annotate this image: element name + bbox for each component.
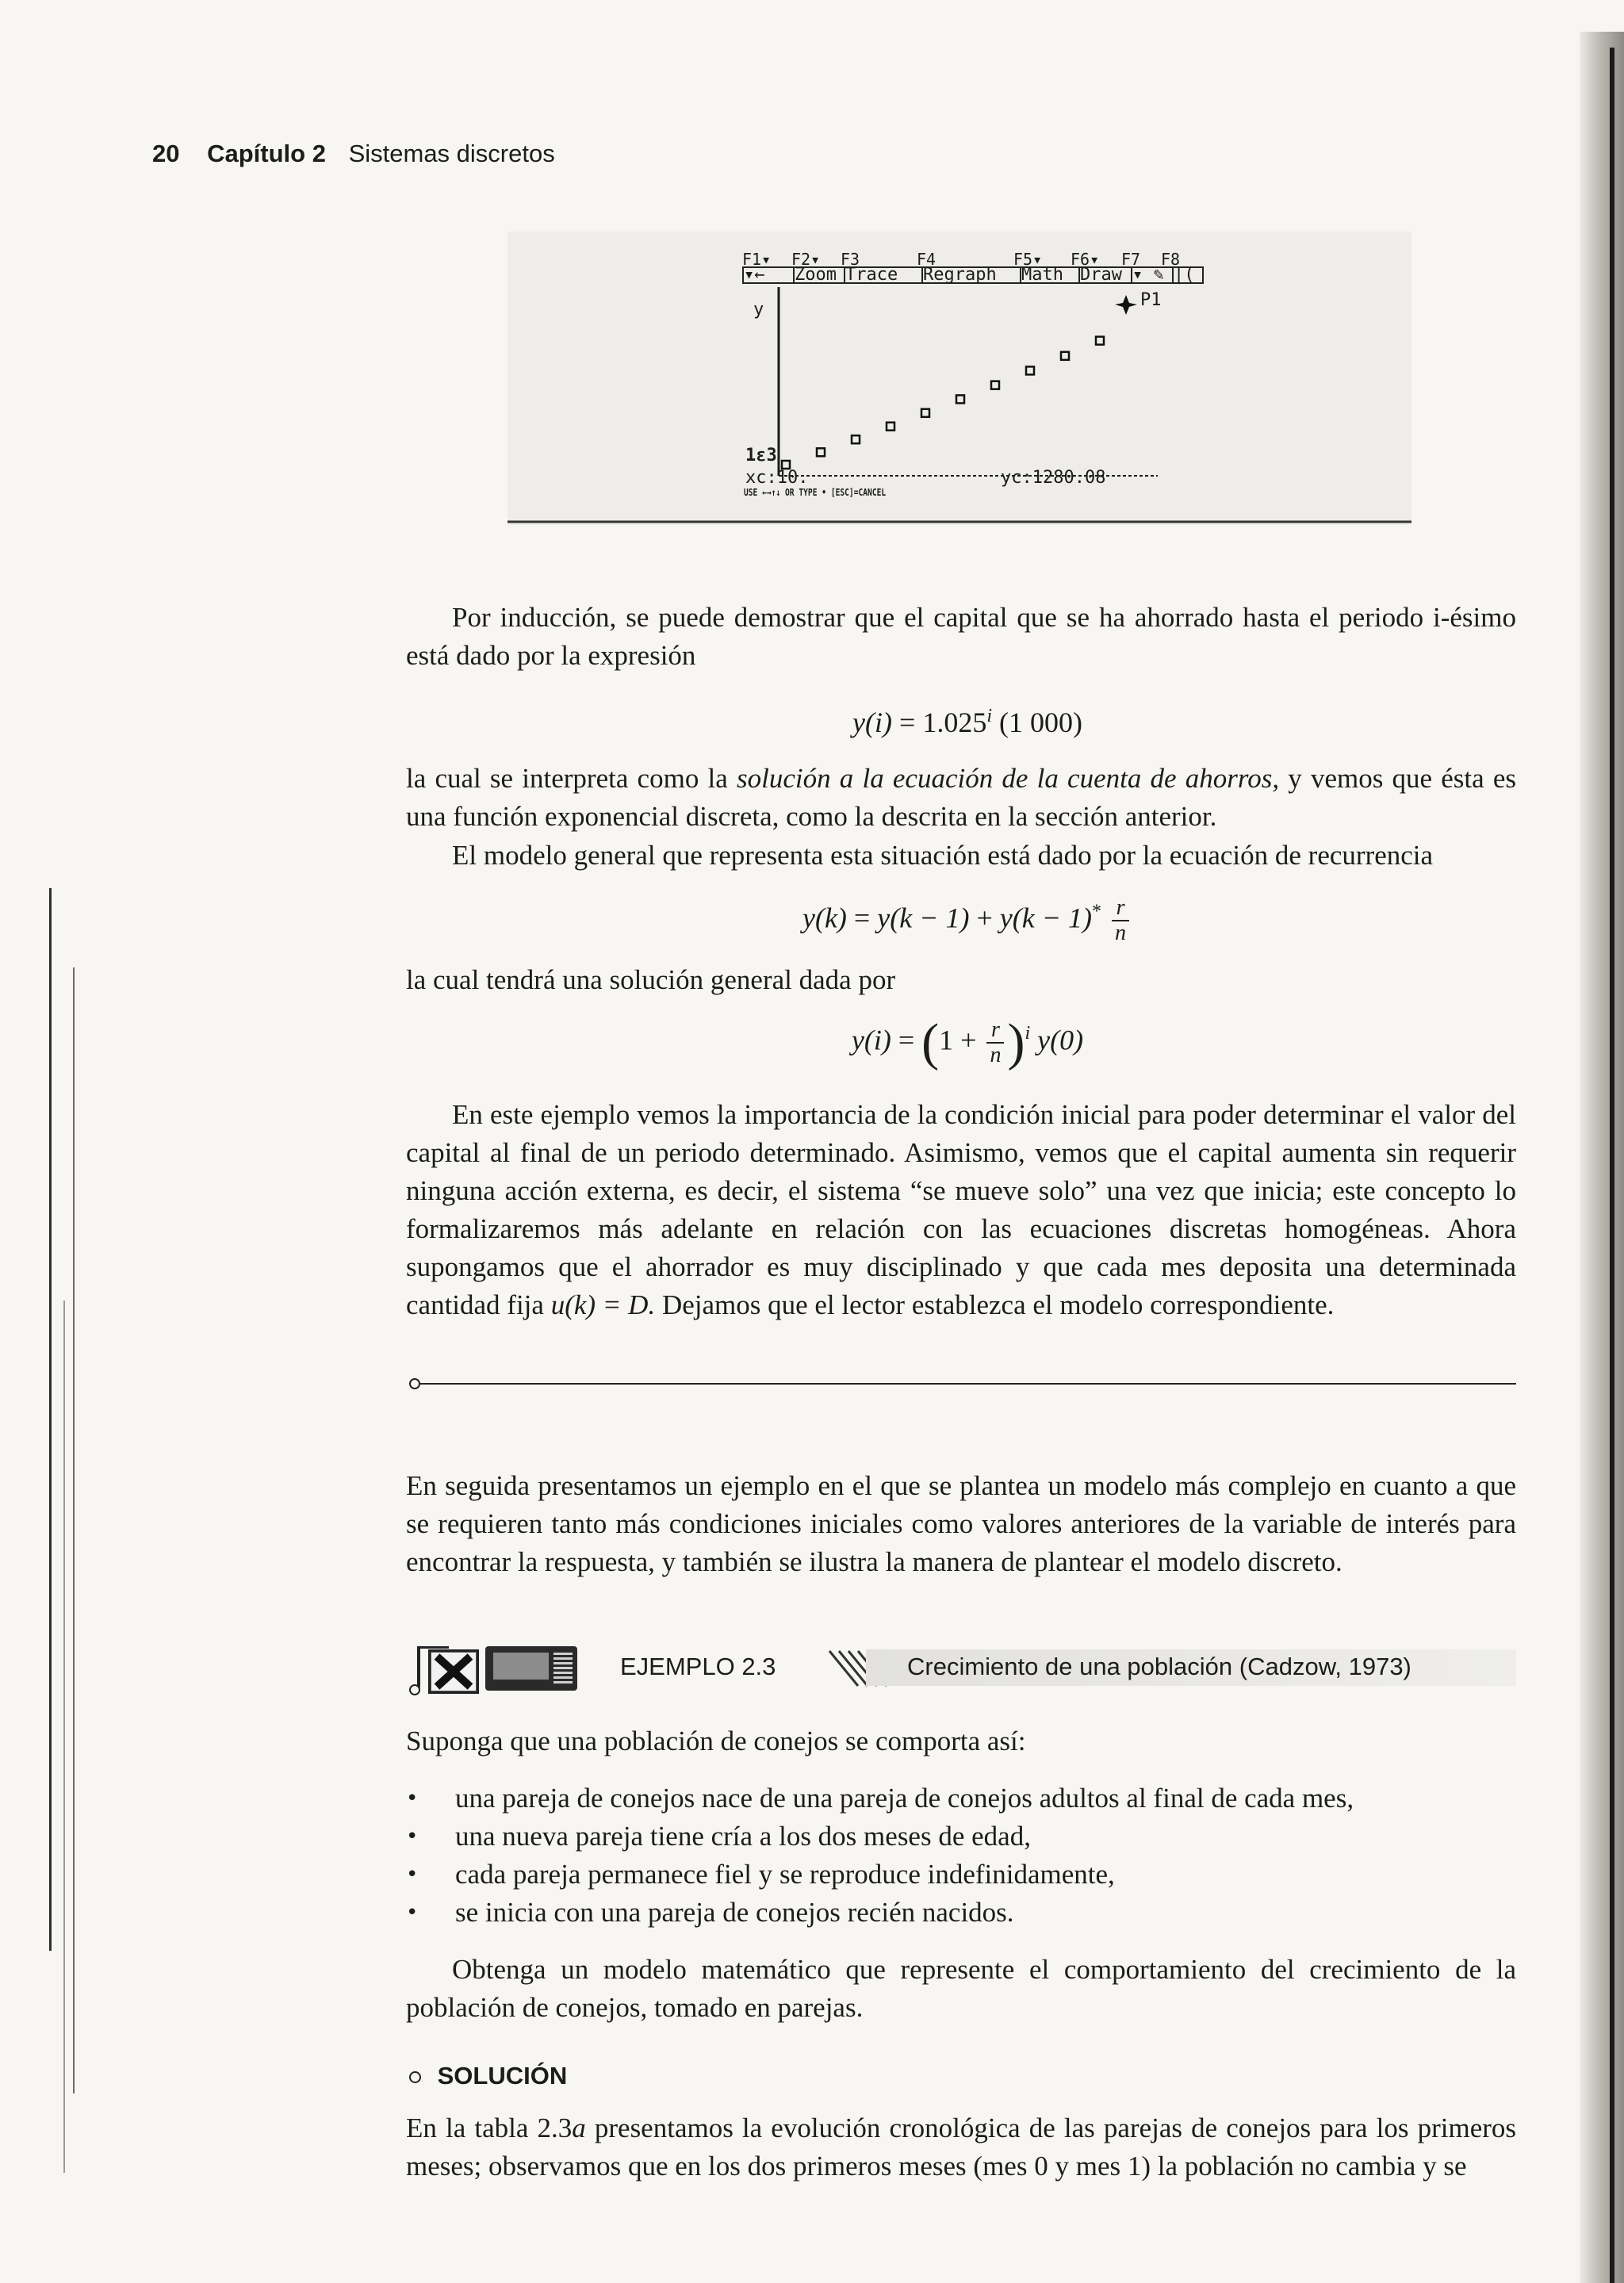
- list-item-text: cada pareja permanece fiel y se reproduce indefinidamente,: [455, 1859, 1115, 1890]
- p5-tail: Dejamos que el lector establezca el modelo correspondiente.: [661, 1289, 1335, 1320]
- f6-key[interactable]: F6▾: [1071, 250, 1100, 269]
- xc-readout: xc:10.: [745, 468, 809, 488]
- eq3-tail: y(0): [1037, 1024, 1084, 1056]
- cursor-icon: [1115, 295, 1137, 315]
- paragraph-general-model: [406, 837, 1516, 875]
- eq1-equals: =: [899, 707, 923, 738]
- eq2-fraction: [1112, 896, 1129, 945]
- device-keypad: [553, 1651, 573, 1686]
- p9-after: presentamos la evolución cronológica de las parejas de conejos para los primeros meses; observamos que en los dos primeros meses (mes 0 y mes 1) la población no cambia y se: [406, 2113, 1517, 2181]
- device-screen: [493, 1653, 549, 1680]
- paragraph-text: la cual tendrá una solución general dada por: [406, 964, 896, 995]
- paragraph-general-solution: [406, 961, 1516, 999]
- solution-heading-text: SOLUCIÓN: [437, 2062, 568, 2090]
- tools-icon[interactable]: ▾←: [742, 266, 793, 284]
- p9-italic: a: [572, 2113, 586, 2143]
- example-bracket-top: [417, 1646, 449, 1649]
- data-point: [1026, 366, 1034, 374]
- solution-circle-icon: [409, 2071, 421, 2083]
- example-end-rule: [420, 1383, 1516, 1385]
- f5-key[interactable]: F5▾: [1013, 250, 1043, 269]
- p5-math: u(k) = D.: [550, 1289, 656, 1320]
- paragraph-induction: [406, 599, 1516, 675]
- list-item-text: una nueva pareja tiene cría a los dos meses de edad,: [455, 1821, 1031, 1852]
- equation-general-solution: y(i) = (1 + $\frac{r}{n}$ )$^i$ y(0): [851, 1013, 1084, 1071]
- data-point: [1061, 352, 1069, 360]
- data-point: [817, 448, 825, 456]
- example-number: EJEMPLO 2.3: [620, 1653, 776, 1680]
- yc-readout: yc:1280.08: [1001, 468, 1106, 488]
- f3-key[interactable]: F3: [841, 250, 860, 269]
- assumptions-list: [406, 1779, 1516, 1932]
- eq2-lhs: y(k): [802, 902, 847, 934]
- list-item: [406, 1894, 1516, 1932]
- paragraph-text: El modelo general que representa esta situación está dado por la ecuación de recurrencia: [452, 840, 1434, 871]
- equation-solution: [801, 701, 1134, 739]
- f4-key[interactable]: F4: [917, 250, 936, 269]
- list-item: [406, 1779, 1516, 1818]
- data-point: [852, 435, 860, 443]
- f8-key[interactable]: F8: [1161, 250, 1181, 269]
- trace-menu[interactable]: Trace: [844, 266, 921, 284]
- bullet-icon: •: [406, 1825, 419, 1848]
- paragraph-importance: [406, 1096, 1516, 1324]
- bullet-icon: •: [406, 1901, 419, 1925]
- list-item: [406, 1856, 1516, 1894]
- eq1-exponent: i: [986, 706, 992, 726]
- p9-before: En la tabla 2.3: [406, 2113, 573, 2143]
- paragraph-text: Suponga que una población de conejos se comporta así:: [406, 1726, 1026, 1756]
- paragraph-text: Obtenga un modelo matemático que represente el comportamiento del crecimiento de la población de conejos, tomado en parejas.: [406, 1954, 1516, 2023]
- p5-text: En este ejemplo vemos la importancia de la condición inicial para poder determinar el valor del capital al final de un periodo determinado. Asimismo, vemos que el capital aumenta sin requerir ninguna acción externa, es decir, el sistema “se mueve solo” una vez que inicia; este concepto lo formalizaremos más adelante en relación con las ecuaciones discretas homogéneas. Ahora supongamos que el ahorrador es muy disciplinado y que cada mes deposita una determinada cantidad fija: [406, 1099, 1516, 1320]
- paragraph-text: En seguida presentamos un ejemplo en el que se plantea un modelo más complejo en cuanto a que se requieren tanto más condiciones iniciales como valores anteriores de la variable de interés para encontrar la respuesta, y también se ilustra la manera de plantear el modelo discreto.: [406, 1470, 1516, 1577]
- scan-left-line: [49, 888, 52, 1951]
- paragraph-rabbits: [406, 1722, 1516, 1760]
- y-axis-label: y: [753, 300, 764, 320]
- solution-heading: [409, 2062, 567, 2090]
- paragraph-task: [406, 1951, 1516, 2027]
- scan-left-line-2: [73, 967, 75, 2093]
- eq2-numerator: r: [1112, 896, 1129, 921]
- scan-left-line-3: [63, 1300, 65, 2173]
- eq1-base: 1.025: [922, 707, 987, 738]
- p2-italic: solución a la ecuación de la cuenta de ahorros,: [736, 763, 1280, 794]
- eq3-fraction: [986, 1018, 1004, 1067]
- data-point: [887, 423, 894, 431]
- page-number: 20: [152, 140, 180, 167]
- equation-recurrence: y(k) = y(k − 1) + y(k − 1)* $\frac{r}{n}$: [714, 896, 1221, 945]
- status-bar: USE ←→↑↓ OR TYPE • [ESC]=CANCEL: [744, 487, 887, 498]
- data-point-group: [782, 337, 1104, 469]
- eq1-lhs: y(i): [852, 707, 892, 738]
- data-point: [921, 409, 929, 417]
- f7-key[interactable]: F7: [1121, 250, 1141, 269]
- data-point: [1096, 337, 1104, 345]
- eq2-term-b: y(k − 1): [999, 902, 1093, 934]
- chapter-label: Capítulo 2: [207, 140, 326, 167]
- pen-icon[interactable]: ▾ ✎: [1131, 266, 1172, 284]
- eq1-rest: (1 000): [998, 707, 1082, 738]
- point-label: P1: [1140, 290, 1162, 310]
- calculator-device-icon: [485, 1646, 577, 1691]
- scan-right-shadow: [1610, 48, 1614, 2283]
- draw-menu[interactable]: Draw: [1078, 266, 1131, 284]
- y-tick-label: 1ε3: [745, 446, 777, 465]
- eq2-star: *: [1092, 901, 1102, 922]
- p2-after: y vemos que ésta es una función exponencial discreta, como la descrita en la sección anterior.: [406, 763, 1517, 832]
- bullet-icon: •: [406, 1863, 419, 1887]
- calculator-figure: [508, 232, 1411, 525]
- eq3-one: 1: [939, 1024, 954, 1056]
- eq2-term-a: y(k − 1): [877, 902, 970, 934]
- example-title: Crecimiento de una población (Cadzow, 1973): [907, 1653, 1411, 1680]
- right-paren: ): [1007, 1013, 1025, 1071]
- eq3-numerator: r: [986, 1018, 1004, 1044]
- f2-key[interactable]: F2▾: [791, 250, 821, 269]
- eq2-denominator: n: [1115, 921, 1127, 945]
- chapter-title: Sistemas discretos: [348, 140, 555, 167]
- running-header: [152, 140, 555, 168]
- p2-before: la cual se interpreta como la: [406, 763, 728, 794]
- eq3-denominator: n: [990, 1043, 1002, 1067]
- zoom-menu[interactable]: Zoom: [793, 266, 844, 284]
- scan-right-edge: [1580, 32, 1624, 2283]
- calculator-plot: [508, 232, 1411, 525]
- data-point: [956, 395, 964, 403]
- paragraph-interpretation: [406, 760, 1516, 836]
- list-item: [406, 1818, 1516, 1856]
- f1-key[interactable]: F1▾: [742, 250, 772, 269]
- example-header: [406, 1643, 1516, 1692]
- bullet-icon: •: [406, 1787, 419, 1810]
- paragraph-intro-next-example: [406, 1467, 1516, 1581]
- paragraph-solution: [406, 2109, 1516, 2185]
- math-menu[interactable]: Math: [1020, 266, 1078, 284]
- example-bracket-circle: [409, 1684, 420, 1695]
- paragraph-text: Por inducción, se puede demostrar que el capital que se ha ahorrado hasta el periodo i-ésimo está dado por la expresión: [406, 602, 1516, 671]
- example-end-circle: [409, 1378, 420, 1389]
- excel-icon: [428, 1649, 479, 1694]
- regraph-menu[interactable]: Regraph: [921, 266, 1020, 284]
- extra-menu-icon[interactable]: |(: [1172, 266, 1204, 284]
- left-paren: (: [921, 1013, 940, 1071]
- eq3-exponent: i: [1025, 1023, 1031, 1044]
- example-bracket: [417, 1646, 420, 1687]
- data-point: [991, 381, 999, 389]
- list-item-text: una pareja de conejos nace de una pareja de conejos adultos al final de cada mes,: [455, 1783, 1354, 1814]
- eq3-lhs: y(i): [851, 1024, 891, 1056]
- list-item-text: se inicia con una pareja de conejos recién nacidos.: [455, 1897, 1014, 1928]
